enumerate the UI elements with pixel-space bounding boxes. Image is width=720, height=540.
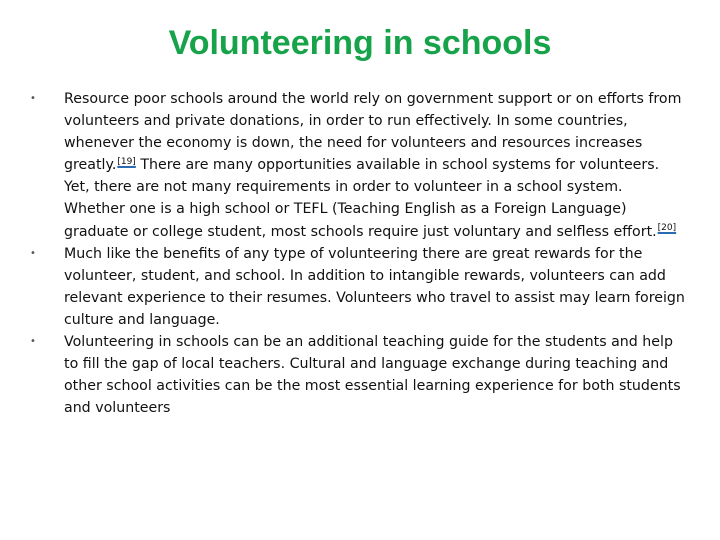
bullet-text: Much like the benefits of any type of volunteering there are great rewards for the volunteer, student, and school. In addition to intangible rewards, volunteers can add relevant experience to their resumes. Volunteers who travel to assist may learn foreign culture and language. bbox=[64, 245, 685, 328]
bullet-text-continued: There are many opportunities available in school systems for volunteers. Yet, there are not many requirements in order to volunteer in a school system. Whether one is a high school or TEFL (Teaching English as a Foreign Language) graduate or college student, most schools require just voluntary and selfless effort. bbox=[64, 157, 660, 240]
bullet-dot-icon: • bbox=[30, 93, 36, 104]
slide-title: Volunteering in schools bbox=[168, 24, 552, 62]
bullet-text: Volunteering in schools can be an additional teaching guide for the students and help to fill the gap of local teachers. Cultural and language exchange during teaching and other school activities can be the most essential learning experience for both students and volunteers bbox=[64, 334, 681, 417]
bullet-item-resource-poor-schools bbox=[30, 88, 685, 243]
bullet-list bbox=[30, 88, 685, 419]
bullet-item-benefits bbox=[30, 243, 685, 331]
bullet-dot-icon: • bbox=[30, 247, 36, 259]
bullet-dot-icon: • bbox=[30, 336, 36, 348]
citation-link-19[interactable]: [19] bbox=[117, 156, 136, 167]
bullet-item-teaching-guide bbox=[30, 331, 685, 419]
citation-link-20[interactable]: [20] bbox=[657, 222, 677, 233]
bullet-text: Resource poor schools around the world rely on government support or on efforts from volunteers and private donations, in order to run effectively. In some countries, whenever the economy is down, the need for volunteers and resources increases greatly. bbox=[64, 91, 682, 174]
